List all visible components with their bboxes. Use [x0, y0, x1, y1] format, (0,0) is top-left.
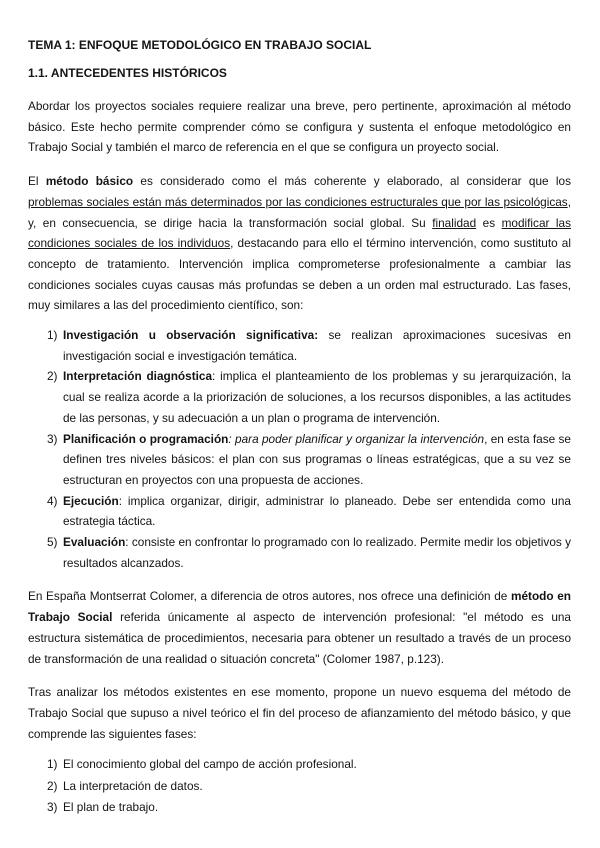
list-item: 4) Ejecución: implica organizar, dirigir, administrar lo planeado. Debe ser entendida como una estrategia táctica. [47, 493, 571, 529]
document-title: TEMA 1: ENFOQUE METODOLÓGICO EN TRABAJO SOCIAL [28, 38, 372, 52]
section-title: 1.1. ANTECEDENTES HISTÓRICOS [28, 66, 227, 80]
list-item: 3) Planificación o programación: para poder planificar y organizar la intervención, en esta fase se definen tres niveles básicos: el plan con sus programas o líneas estratégicas, que a su vez se estructuran en proyectos con una propuesta de acciones. [47, 431, 571, 487]
basic-method-paragraph: El método básico es considerado como el más coherente y elaborado, al considerar que los problemas sociales están más determinados por las condiciones estructurales que por las psicológicas, y, en consecuencia, se dirige hacia la transformación social global. Su finalidad es modificar las condiciones sociales de los individuos, destacando para ello el término intervención, como sustituto al concepto de tratamiento. Intervención implica comprometerse profesionalmente a cambiar las condiciones sociales cuyas causas más profundas se deben a un orden mal estructurado. Las fases, muy similares a las del procedimiento científico, son: [28, 174, 571, 313]
list-item: 3) El plan de trabajo. [47, 800, 159, 815]
underlined-finalidad: finalidad [432, 215, 477, 230]
underlined-modify: modificar las condiciones sociales de los individuos [28, 215, 571, 251]
document-page [28, 38, 571, 819]
list-item: 2) Interpretación diagnóstica: implica el planteamiento de los problemas y su jerarquización, la cual se realiza acorde a la priorización de soluciones, a los recursos disponibles, a las actitudes de las personas, y su adecuación a un plan o programa de intervención. [47, 369, 571, 425]
method-term: método en Trabajo Social [28, 589, 571, 625]
intro-paragraph: Abordar los proyectos sociales requiere realizar una breve, pero pertinente, aproximación al método básico. Este hecho permite comprender cómo se configura y sustenta el enfoque metodológico en Trabajo Social y también el marco de referencia en el que se configura un proyecto social. [28, 99, 571, 155]
basic-method-term: método básico [45, 174, 134, 189]
phases-list [28, 325, 571, 573]
colomer-paragraph: En España Montserrat Colomer, a diferencia de otros autores, nos ofrece una definición de método en Trabajo Social referida únicamente al aspecto de intervención profesional: "el método es una estructura sistemática de procedimientos, necesaria para obtener un resultado a través de un proceso de transformación de una realidad o situación concreta" (Colomer 1987, p.123). [28, 589, 571, 666]
list-item: 1) El conocimiento global del campo de acción profesional. [47, 757, 357, 772]
list-item: 2) La interpretación de datos. [47, 778, 203, 793]
new-scheme-paragraph: Tras analizar los métodos existentes en ese momento, propone un nuevo esquema del método de Trabajo Social que supuso a nivel teórico el fin del proceso de afianzamiento del método básico, y que comprende las siguientes fases: [28, 685, 571, 741]
underlined-problems: problemas sociales están más determinados por las condiciones estructurales que por las psicológicas [28, 194, 568, 209]
new-phases-list [28, 754, 571, 819]
list-item: 1) Investigación u observación significativa: se realizan aproximaciones sucesivas en investigación social e investigación temática. [47, 328, 571, 363]
list-item: 5) Evaluación: consiste en confrontar lo programado con lo realizado. Permite medir los objetivos y resultados alcanzados. [47, 535, 571, 570]
